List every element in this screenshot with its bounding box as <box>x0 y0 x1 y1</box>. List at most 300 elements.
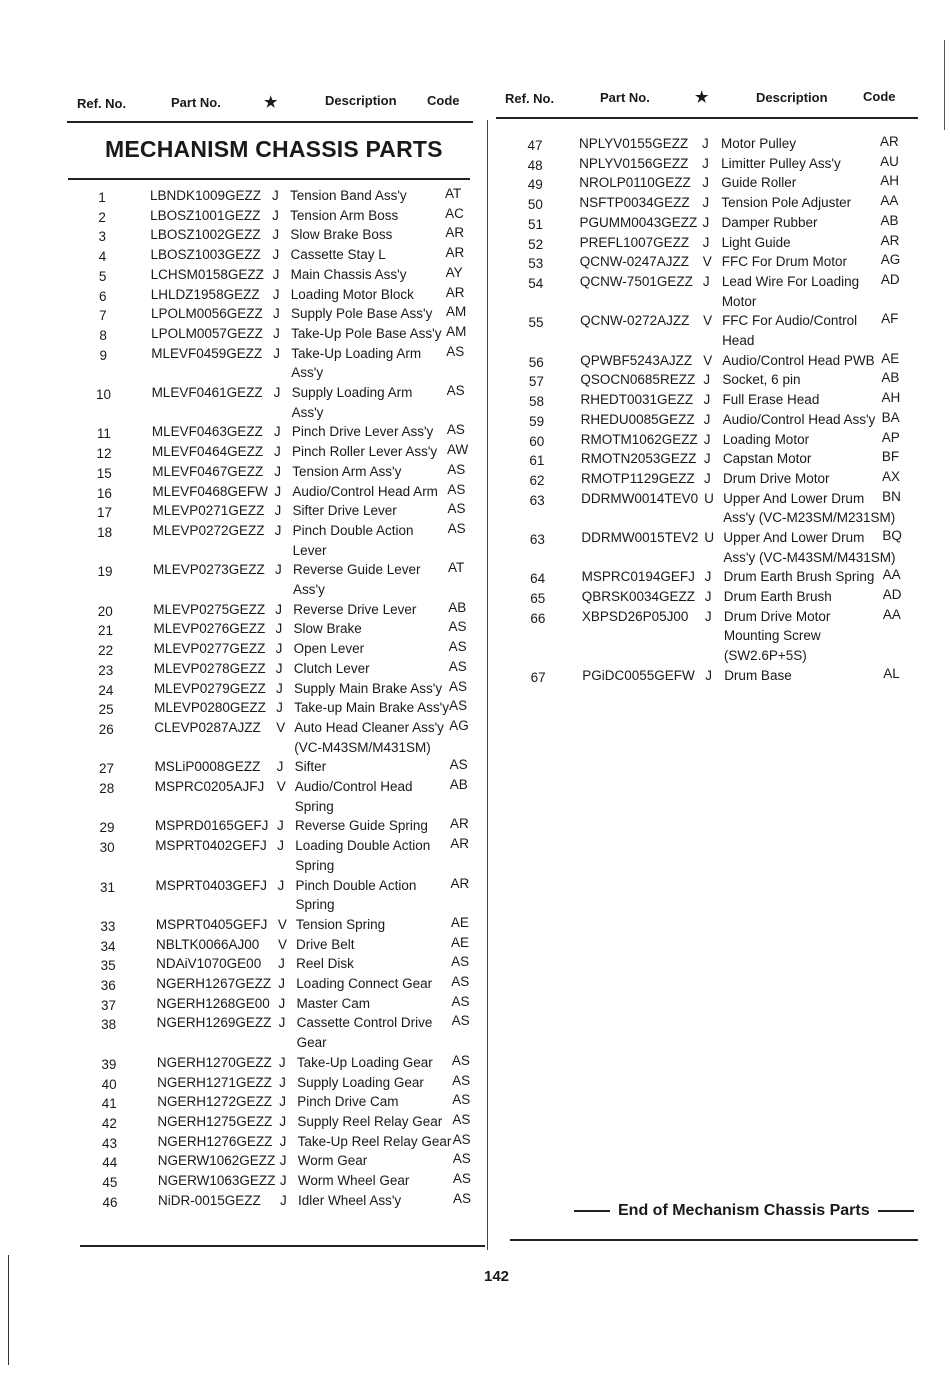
part-number: MLEVP0272GEZZ <box>152 522 265 538</box>
ref-number: 30 <box>99 840 115 856</box>
part-number: MSLiP0008GEZZ <box>154 759 261 775</box>
description-line: Main Chassis Ass'y <box>290 266 407 282</box>
description-line: Head <box>722 332 755 348</box>
ref-number: 19 <box>97 564 113 580</box>
ref-number: 43 <box>102 1135 118 1151</box>
description-line: FFC For Audio/Control <box>722 313 858 329</box>
ref-number: 46 <box>102 1194 118 1210</box>
price-code: AS <box>452 1092 471 1108</box>
price-code: AW <box>447 442 469 458</box>
part-number: PGUMM0043GEZZ <box>579 214 698 230</box>
price-code: AB <box>448 599 467 615</box>
price-code: AH <box>881 390 901 406</box>
part-number: LBNDK1009GEZZ <box>150 188 262 203</box>
price-code: AA <box>880 193 899 209</box>
supply-mark: V <box>277 936 287 952</box>
price-code: AA <box>882 567 901 583</box>
supply-mark: J <box>277 877 285 893</box>
ref-number: 4 <box>98 249 107 265</box>
description-line: Supply Pole Base Ass'y <box>290 306 433 322</box>
part-number: MLEVP0275GEZZ <box>153 601 266 617</box>
supply-mark: J <box>274 483 282 499</box>
part-number: MSPRT0403GEFJ <box>155 877 268 893</box>
page-number: 142 <box>484 1268 510 1285</box>
price-code: AR <box>450 836 469 852</box>
supply-mark: J <box>277 838 284 854</box>
section-title: MECHANISM CHASSIS PARTS <box>105 136 443 162</box>
price-code: BA <box>881 409 900 425</box>
supply-mark: J <box>272 207 279 223</box>
description-line: Ass'y (VC-M43SM/M431SM) <box>723 549 896 565</box>
part-number: LPOLM0057GEZZ <box>151 325 263 341</box>
description-line: Gear <box>296 1035 327 1051</box>
description-line: Pinch Double Action <box>292 522 414 538</box>
ref-number: 60 <box>529 433 545 449</box>
supply-mark: J <box>279 1173 287 1188</box>
supply-mark: J <box>275 601 283 617</box>
supply-mark: J <box>272 247 280 263</box>
price-code: AS <box>448 658 467 674</box>
supply-mark: J <box>703 411 711 427</box>
part-number: NGERH1272GEZZ <box>157 1094 273 1110</box>
supply-mark: V <box>702 254 712 270</box>
supply-mark: J <box>279 1074 286 1090</box>
price-code: AS <box>452 1072 471 1088</box>
price-code: AB <box>449 777 468 792</box>
supply-mark: J <box>702 136 709 151</box>
description-line: Audio/Control Head PWB <box>722 352 875 368</box>
end-of-section-text: End of Mechanism Chassis Parts <box>618 1202 870 1219</box>
price-code: AM <box>445 304 467 320</box>
right-header-desc: Description <box>756 90 828 105</box>
part-number: MLEVP0276GEZZ <box>153 621 266 637</box>
ref-number: 15 <box>96 465 112 481</box>
ref-number: 48 <box>527 157 543 173</box>
ref-number: 40 <box>101 1076 117 1092</box>
ref-number: 53 <box>528 256 544 272</box>
description-line: Take-Up Reel Relay Gear <box>297 1133 452 1149</box>
supply-mark: J <box>278 1015 286 1031</box>
supply-mark: J <box>272 306 280 322</box>
description-line: Sifter <box>294 759 327 775</box>
supply-mark: J <box>273 424 281 440</box>
price-code: AU <box>880 153 899 169</box>
price-code: AS <box>446 383 465 398</box>
price-code: AB <box>881 370 900 386</box>
description-line: Supply Main Brake Ass'y <box>293 680 443 696</box>
price-code: AE <box>881 350 900 366</box>
bottom-rule-left <box>80 1245 485 1247</box>
description-line: Loading Double Action <box>295 838 431 854</box>
part-number: QCNW-0272AJZZ <box>580 313 690 329</box>
description-line: Reverse Guide Spring <box>295 818 428 834</box>
scan-edge-mark-left <box>8 1255 9 1365</box>
part-number: NBLTK0066AJ00 <box>155 936 260 952</box>
part-number: CLEVP0287AJZZ <box>154 719 261 735</box>
description-line: Limitter Pulley Ass'y <box>721 155 841 171</box>
supply-mark: J <box>273 325 280 341</box>
description-line: Audio/Control Head Ass'y <box>722 411 876 427</box>
ref-number: 37 <box>100 997 116 1013</box>
ref-number: 31 <box>100 879 116 895</box>
ref-number: 21 <box>97 623 113 639</box>
ref-number: 22 <box>98 643 114 659</box>
part-number: RMOTM1062GEZZ <box>580 431 698 447</box>
price-code: AC <box>445 205 464 221</box>
description-line: Open Lever <box>293 641 365 657</box>
ref-number: 41 <box>101 1096 117 1112</box>
column-divider <box>487 120 488 1250</box>
price-code: AD <box>882 587 902 603</box>
left-dash <box>574 1210 610 1212</box>
ref-number: 25 <box>98 702 114 718</box>
part-number: LBOSZ1003GEZZ <box>150 247 261 263</box>
part-number: NPLYV0155GEZZ <box>579 136 689 151</box>
supply-mark: J <box>272 286 280 302</box>
ref-number: 29 <box>99 820 115 836</box>
part-number: RMOTN2053GEZZ <box>580 451 697 467</box>
price-code: AX <box>882 468 901 484</box>
description-line: Cassette Stay L <box>290 247 386 263</box>
description-line: Ass'y <box>292 581 325 597</box>
right-dash <box>878 1210 914 1212</box>
supply-mark: J <box>278 1054 286 1070</box>
ref-number: 63 <box>529 532 545 547</box>
ref-number: 38 <box>101 1017 117 1033</box>
price-code: AG <box>880 252 901 268</box>
description-line: Take-Up Loading Arm <box>291 345 422 361</box>
description-line: Master Cam <box>296 995 370 1011</box>
description-line: Audio/Control Head <box>294 779 413 794</box>
supply-mark: J <box>279 1153 287 1169</box>
price-code: AR <box>880 232 900 248</box>
description-line: Tension Arm Boss <box>290 207 399 223</box>
description-line: Drum Earth Brush Spring <box>723 569 875 585</box>
ref-number: 12 <box>96 446 112 462</box>
price-code: AS <box>446 422 465 438</box>
ref-number: 8 <box>99 327 107 343</box>
supply-mark: J <box>274 562 282 578</box>
description-line: Upper And Lower Drum <box>723 490 865 506</box>
price-code: AS <box>446 343 465 359</box>
price-code: BN <box>882 488 901 504</box>
price-code: AS <box>451 974 470 989</box>
description-line: Pinch Roller Lever Ass'y <box>292 444 438 460</box>
part-number: LBOSZ1002GEZZ <box>150 227 261 243</box>
part-number: NGERH1268GE00 <box>156 995 270 1011</box>
supply-mark: V <box>277 916 287 932</box>
description-line: Take-Up Loading Gear <box>296 1054 433 1070</box>
description-line: Spring <box>295 857 335 873</box>
price-code: AS <box>452 1111 471 1127</box>
description-line: Loading Motor Block <box>290 286 414 302</box>
price-code: AM <box>446 323 467 339</box>
ref-number: 23 <box>98 662 114 678</box>
description-line: Motor <box>721 293 757 309</box>
part-number: MSPRD0165GEFJ <box>155 818 269 834</box>
price-code: AS <box>449 757 468 773</box>
supply-mark: J <box>278 976 286 991</box>
ref-number: 47 <box>527 138 543 153</box>
description-line: Auto Head Cleaner Ass'y <box>294 719 444 735</box>
description-line: Pinch Drive Cam <box>297 1094 399 1110</box>
ref-number: 5 <box>98 268 107 284</box>
part-number: RHEDT0031GEZZ <box>580 392 694 408</box>
supply-mark: J <box>274 444 281 460</box>
part-number: NPLYV0156GEZZ <box>579 155 689 171</box>
price-code: BQ <box>882 528 902 543</box>
price-code: AT <box>445 186 462 201</box>
supply-mark: J <box>705 667 712 683</box>
price-code: BF <box>881 449 900 465</box>
supply-mark: J <box>275 680 283 696</box>
description-line: Upper And Lower Drum <box>723 530 865 545</box>
description-line: Lever <box>292 542 327 558</box>
part-number: NROLP0110GEZZ <box>579 175 691 191</box>
right-header-ref: Ref. No. <box>505 91 555 106</box>
description-line: Spring <box>294 798 334 814</box>
description-line: Full Erase Head <box>722 392 820 408</box>
description-line: Pinch Drive Lever Ass'y <box>291 424 434 440</box>
ref-number: 1 <box>98 190 106 205</box>
description-line: Audio/Control Head Arm <box>292 483 438 499</box>
description-line: Worm Gear <box>297 1153 368 1169</box>
ref-number: 39 <box>101 1056 117 1072</box>
ref-number: 24 <box>98 682 114 698</box>
description-line: Loading Motor <box>722 431 810 447</box>
part-number: MLEVP0279GEZZ <box>153 680 266 696</box>
part-number: NSFTP0034GEZZ <box>579 195 690 211</box>
supply-mark: J <box>279 1094 286 1110</box>
price-code: AS <box>447 520 466 536</box>
price-code: AR <box>445 284 465 300</box>
description-line: Worm Wheel Gear <box>297 1173 410 1188</box>
description-line: Lead Wire For Loading <box>721 273 860 289</box>
description-line: Drive Belt <box>295 936 355 952</box>
part-number: NGERH1270GEZZ <box>156 1054 272 1070</box>
supply-mark: J <box>702 155 709 171</box>
price-code: AS <box>451 954 470 970</box>
description-line: Take-Up Pole Base Ass'y <box>291 325 442 341</box>
description-line: (VC-M43SM/M431SM) <box>294 739 431 755</box>
part-number: QBRSK0034GEZZ <box>581 589 695 605</box>
supply-mark: J <box>272 188 279 203</box>
part-number: RHEDU0085GEZZ <box>580 411 695 427</box>
ref-number: 49 <box>527 177 543 193</box>
right-header-part: Part No. <box>600 90 650 105</box>
part-number: MSPRC0205AJFJ <box>154 779 265 794</box>
left-header-rule <box>67 121 473 123</box>
ref-number: 54 <box>528 275 544 291</box>
supply-mark: J <box>702 214 710 230</box>
description-line: Drum Drive Motor <box>723 608 831 624</box>
supply-mark: J <box>278 995 286 1011</box>
part-number: NGERH1269GEZZ <box>156 1015 272 1031</box>
description-line: Sifter Drive Lever <box>292 503 397 519</box>
supply-mark: J <box>275 621 283 637</box>
price-code: AS <box>447 461 466 477</box>
description-line: Drum Base <box>724 667 792 683</box>
price-code: AS <box>447 501 466 517</box>
ref-number: 51 <box>527 216 543 232</box>
description-line: Drum Earth Brush <box>723 589 832 605</box>
supply-mark: J <box>277 818 284 834</box>
price-code: AT <box>447 560 465 576</box>
left-header-part: Part No. <box>171 95 221 110</box>
description-line: Reverse Drive Lever <box>293 601 417 617</box>
price-code: AR <box>450 816 469 832</box>
description-line: Supply Loading Arm <box>291 385 413 400</box>
supply-mark: J <box>272 266 280 282</box>
supply-mark: J <box>702 195 710 211</box>
supply-mark: J <box>702 273 710 289</box>
price-code: AR <box>445 225 465 241</box>
ref-number: 52 <box>528 236 544 252</box>
ref-number: 45 <box>102 1175 118 1190</box>
supply-mark: J <box>276 700 283 716</box>
supply-mark: J <box>280 1192 287 1208</box>
description-line: Capstan Motor <box>722 451 812 467</box>
part-number: MLEVP0273GEZZ <box>152 562 265 578</box>
part-number: MLEVP0271GEZZ <box>152 503 265 519</box>
part-number: PGiDC0055GEFW <box>582 667 695 683</box>
price-code: AS <box>451 1052 470 1068</box>
left-header-ref: Ref. No. <box>77 96 127 111</box>
description-line: Tension Spring <box>295 916 386 932</box>
ref-number: 50 <box>527 197 543 213</box>
ref-number: 17 <box>97 505 113 521</box>
part-number: MLEVP0278GEZZ <box>153 660 266 676</box>
part-number: MLEVF0468GEFW <box>152 483 268 499</box>
description-line: Clutch Lever <box>293 660 370 676</box>
ref-number: 26 <box>98 721 114 737</box>
supply-mark: J <box>279 1113 287 1129</box>
ref-number: 28 <box>99 781 115 796</box>
ref-number: 55 <box>528 315 544 331</box>
price-code: AS <box>452 1171 471 1186</box>
price-code: AA <box>882 606 901 622</box>
ref-number: 18 <box>97 524 113 540</box>
ref-number: 10 <box>96 387 112 402</box>
part-number: LCHSM0158GEZZ <box>150 266 264 282</box>
description-line: Supply Reel Relay Gear <box>297 1113 443 1129</box>
part-number: PREFL1007GEZZ <box>579 234 690 250</box>
supply-mark: V <box>703 352 713 368</box>
part-number: QCNW-0247AJZZ <box>579 254 689 270</box>
supply-mark: J <box>704 589 712 605</box>
left-header-desc: Description <box>325 93 397 108</box>
supply-mark: V <box>276 779 286 794</box>
price-code: AE <box>450 934 469 950</box>
supply-mark: V <box>703 313 713 329</box>
description-line: Idler Wheel Ass'y <box>298 1192 402 1208</box>
description-line: Spring <box>295 897 335 913</box>
supply-mark: J <box>273 345 280 361</box>
price-code: AS <box>449 698 468 714</box>
ref-number: 57 <box>528 374 544 390</box>
part-number: QCNW-7501GEZZ <box>579 273 693 289</box>
description-line: Supply Loading Gear <box>297 1074 424 1090</box>
scan-edge-mark <box>944 40 945 130</box>
supply-mark: J <box>704 470 711 486</box>
description-line: Reel Disk <box>296 956 354 972</box>
price-code: AS <box>452 1151 471 1167</box>
price-code: AR <box>450 875 470 891</box>
ref-number: 44 <box>102 1155 118 1171</box>
end-of-section-note <box>566 1202 922 1220</box>
ref-number: 33 <box>100 918 116 934</box>
price-code: AB <box>880 212 899 228</box>
part-number: MSPRC0194GEFJ <box>581 569 695 585</box>
price-code: AG <box>449 717 469 733</box>
part-number: MSPRT0402GEFJ <box>155 838 267 854</box>
supply-mark: J <box>703 392 711 408</box>
price-code: AR <box>880 134 899 149</box>
part-number: MLEVF0464GEZZ <box>152 444 264 460</box>
supply-mark: U <box>704 530 715 545</box>
price-code: AY <box>445 264 463 280</box>
description-line: Slow Brake Boss <box>290 227 393 243</box>
supply-mark: J <box>275 641 283 657</box>
description-line: (SW2.6P+5S) <box>723 648 807 664</box>
part-number: NiDR-0015GEZZ <box>158 1192 261 1208</box>
supply-mark: J <box>702 234 710 250</box>
price-code: AL <box>883 665 900 681</box>
price-code: AH <box>880 173 899 189</box>
price-code: AS <box>452 1131 471 1147</box>
ref-number: 63 <box>529 492 545 508</box>
description-line: Motor Pulley <box>721 136 797 151</box>
description-line: Ass'y <box>291 365 324 381</box>
ref-number: 34 <box>100 938 116 954</box>
price-code: AS <box>448 619 467 635</box>
price-code: AE <box>450 914 469 930</box>
part-number: QPWBF5243AJZZ <box>580 352 693 368</box>
description-line: Light Guide <box>721 234 791 250</box>
part-number: NGERH1267GEZZ <box>156 976 272 991</box>
price-code: AS <box>448 639 467 655</box>
supply-mark: J <box>703 372 711 388</box>
description-line: Loading Connect Gear <box>296 976 433 991</box>
ref-number: 2 <box>98 209 106 225</box>
price-code: AS <box>453 1190 472 1206</box>
ref-number: 27 <box>99 761 115 777</box>
supply-mark: J <box>274 522 282 538</box>
supply-mark: J <box>275 660 283 676</box>
part-number: NGERW1063GEZZ <box>157 1173 276 1188</box>
part-number: NGERH1276GEZZ <box>157 1133 273 1149</box>
part-number: NGERH1275GEZZ <box>157 1113 273 1129</box>
left-header-star: ★ <box>264 94 278 111</box>
ref-number: 61 <box>529 453 545 469</box>
description-line: Guide Roller <box>721 175 797 191</box>
part-number: DDRMW0015TEV2 <box>581 530 699 545</box>
ref-number: 7 <box>99 308 107 324</box>
description-line: Drum Drive Motor <box>723 470 830 486</box>
description-line: Take-up Main Brake Ass'y <box>294 700 449 716</box>
supply-mark: J <box>274 463 281 479</box>
part-number: LPOLM0056GEZZ <box>150 306 263 322</box>
description-line: Cassette Control Drive <box>296 1015 433 1031</box>
description-line: FFC For Drum Motor <box>721 254 847 270</box>
description-line: Slow Brake <box>293 621 362 637</box>
part-number: NGERW1062GEZZ <box>157 1153 276 1169</box>
ref-number: 16 <box>96 485 112 501</box>
description-line: Tension Pole Adjuster <box>721 195 852 211</box>
description-line: Socket, 6 pin <box>722 372 801 388</box>
description-line: Reverse Guide Lever <box>292 562 421 578</box>
price-code: AS <box>451 1013 470 1029</box>
